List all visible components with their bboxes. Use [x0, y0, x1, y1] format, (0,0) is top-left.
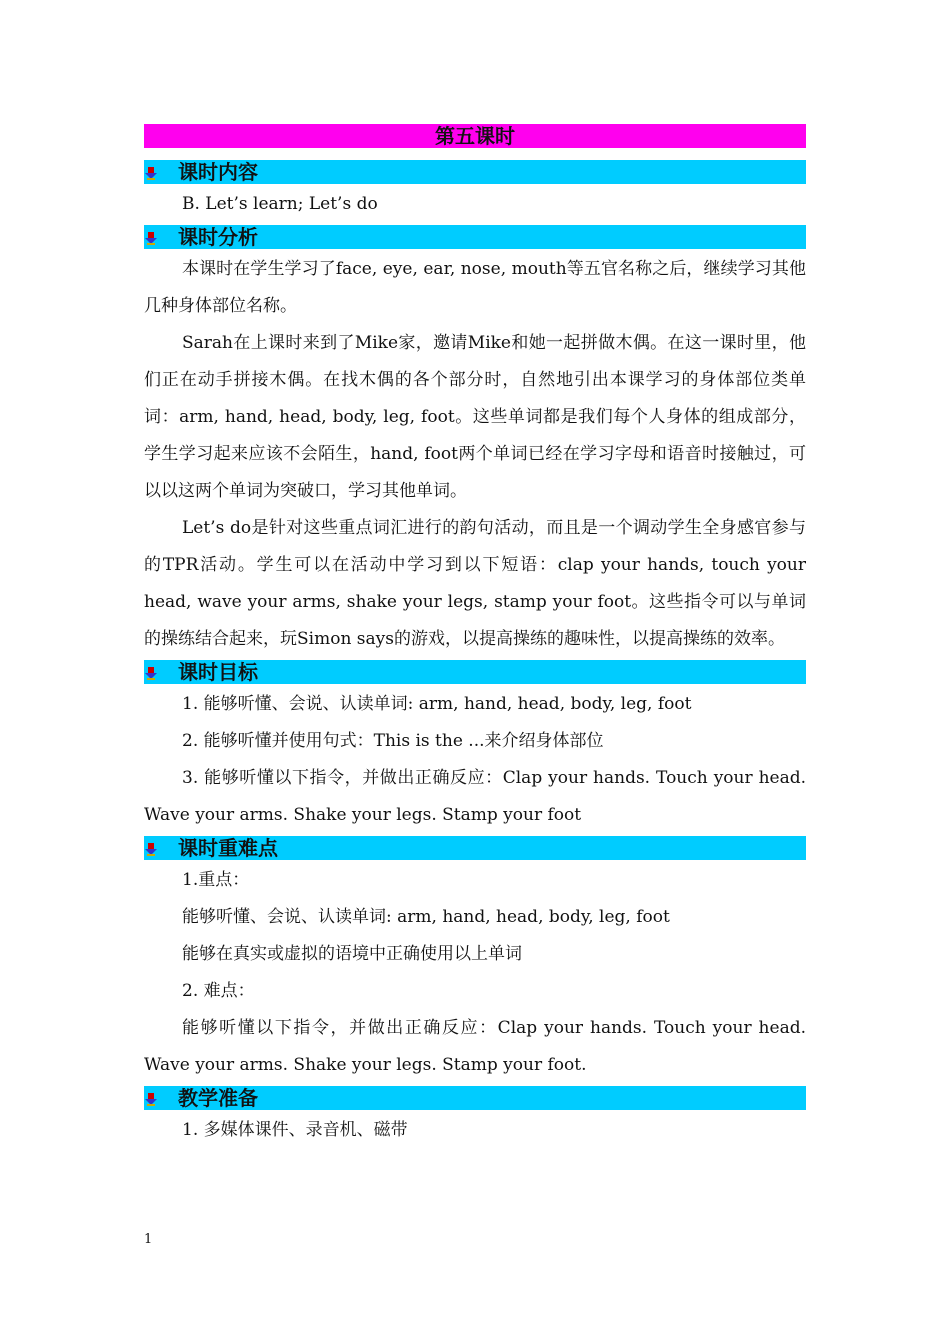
- arrow-down-icon: [144, 666, 158, 680]
- analysis-paragraph: Let’s do是针对这些重点词汇进行的韵句活动，而且是一个调动学生全身感官参与的TPR活动。学生可以在活动中学习到以下短语：clap your hands, touch your head, wave your arms, shake your legs, stamp your foot。这些指令可以与单词的操练结合起来，玩Simon says的游戏，以提高操练的趣味性，以提高操练的效率。: [144, 518, 806, 649]
- arrow-down-icon: [144, 231, 158, 245]
- key-point-line: 能够在真实或虚拟的语境中正确使用以上单词: [182, 944, 522, 964]
- section-heading-key-points: [144, 836, 806, 860]
- goal-item: 1. 能够听懂、会说、认读单词: arm, hand, head, body, leg, foot: [182, 694, 692, 714]
- section-heading-label: 课时重难点: [178, 836, 278, 860]
- content-line: B. Let’s learn; Let’s do: [182, 194, 378, 214]
- key-point-line: 1.重点：: [182, 870, 250, 890]
- key-point-line: 能够听懂、会说、认读单词: arm, hand, head, body, leg, foot: [182, 907, 670, 927]
- section-heading-label: 课时分析: [178, 225, 258, 249]
- section-heading-prep: [144, 1086, 806, 1110]
- section-heading-label: 课时目标: [178, 660, 258, 684]
- analysis-paragraph: Sarah在上课时来到了Mike家，邀请Mike和她一起拼做木偶。在这一课时里，他们正在动手拼接木偶。在找木偶的各个部分时，自然地引出本课学习的身体部位类单词：arm, hand, head, body, leg, foot。这些单词都是我们每个人身体的组成部分，学生学习起来应该不会陌生，hand, foot两个单词已经在学习字母和语音时接触过，可以以这两个单词为突破口，学习其他单词。: [144, 333, 806, 501]
- analysis-paragraph: 本课时在学生学习了face, eye, ear, nose, mouth等五官名称之后，继续学习其他几种身体部位名称。: [144, 259, 806, 316]
- section-heading-label: 教学准备: [178, 1086, 258, 1110]
- key-point-line: 2. 难点：: [182, 981, 255, 1001]
- arrow-down-icon: [144, 842, 158, 856]
- key-point-line: 能够听懂以下指令，并做出正确反应：Clap your hands. Touch your head. Wave your arms. Shake your legs. Stamp your foot.: [144, 1018, 806, 1075]
- section-heading-goals: [144, 660, 806, 684]
- section-heading-analysis: [144, 225, 806, 249]
- arrow-down-icon: [144, 1092, 158, 1106]
- section-heading-content: [144, 160, 806, 184]
- page-number: 1: [144, 1232, 153, 1247]
- arrow-down-icon: [144, 166, 158, 180]
- goal-item: 3. 能够听懂以下指令，并做出正确反应：Clap your hands. Touch your head. Wave your arms. Shake your legs. Stamp your foot: [144, 768, 806, 825]
- section-heading-label: 课时内容: [178, 160, 258, 184]
- goal-item: 2. 能够听懂并使用句式：This is the ...来介绍身体部位: [182, 731, 604, 751]
- lesson-title: 第五课时: [144, 124, 806, 148]
- document-body: [144, 124, 806, 1151]
- prep-line: 1. 多媒体课件、录音机、磁带: [182, 1120, 408, 1140]
